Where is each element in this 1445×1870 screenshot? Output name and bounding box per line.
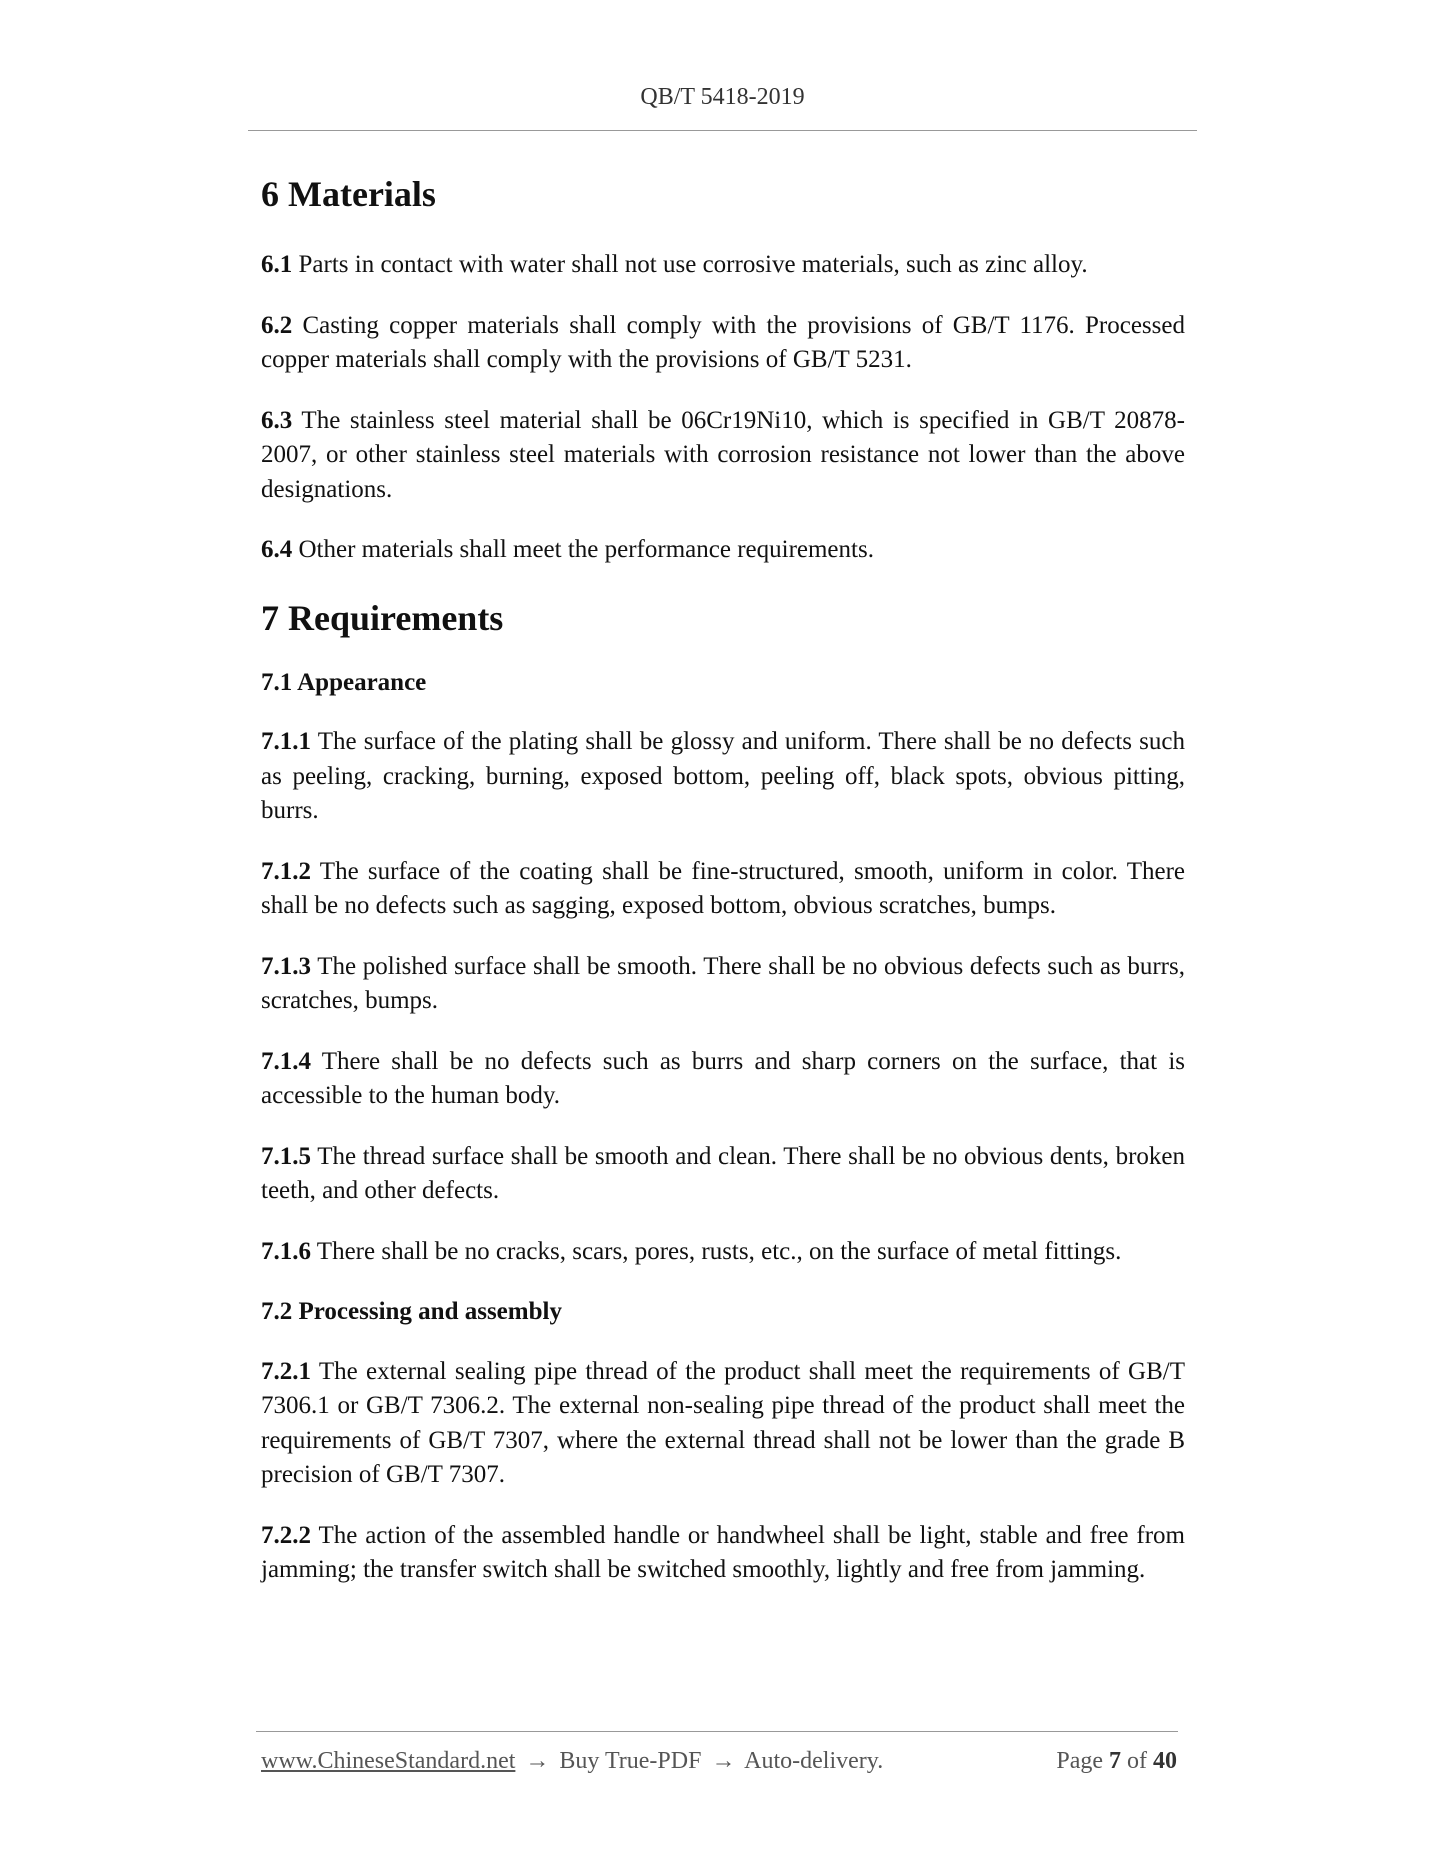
clause-number: 7.2.2 bbox=[261, 1521, 311, 1549]
page-number bbox=[1056, 1748, 1177, 1775]
clause-6-1 bbox=[261, 248, 1185, 283]
clause-number: 6.1 bbox=[261, 251, 293, 278]
clause-text: There shall be no cracks, scars, pores, rusts, etc., on the surface of metal fittings. bbox=[311, 1237, 1122, 1265]
document-code: QB/T 5418-2019 bbox=[640, 84, 805, 110]
page-header bbox=[248, 84, 1197, 111]
arrow-right-icon: → bbox=[525, 1748, 550, 1774]
clause-number: 6.4 bbox=[261, 536, 293, 563]
subsection-heading-processing: 7.2 Processing and assembly bbox=[261, 1298, 562, 1325]
clause-7-1-2 bbox=[261, 855, 1185, 924]
clause-text: The surface of the plating shall be glossy and uniform. There shall be no defects such as peeling, cracking, burning, exposed bottom, peeling off, black spots, obvious pitting, burrs. bbox=[261, 728, 1185, 824]
clause-7-1-4 bbox=[261, 1045, 1185, 1114]
delivery-text: Auto-delivery. bbox=[744, 1748, 884, 1774]
header-divider bbox=[248, 130, 1197, 131]
clause-text: The thread surface shall be smooth and clean. There shall be no obvious dents, broken teeth, and other defects. bbox=[261, 1142, 1185, 1204]
clause-number: 6.2 bbox=[261, 311, 293, 339]
clause-number: 7.2.1 bbox=[261, 1357, 311, 1385]
clause-7-1-5 bbox=[261, 1140, 1185, 1209]
clause-text: The action of the assembled handle or handwheel shall be light, stable and free from jamming; the transfer switch shall be switched smoothly, lightly and free from jamming. bbox=[261, 1521, 1185, 1583]
clause-text: There shall be no defects such as burrs and sharp corners on the surface, that is accessible to the human body. bbox=[261, 1047, 1185, 1109]
site-link[interactable]: www.ChineseStandard.net bbox=[261, 1748, 516, 1774]
clause-number: 7.1.3 bbox=[261, 952, 311, 980]
clause-number: 7.1.4 bbox=[261, 1047, 311, 1075]
clause-text: The external sealing pipe thread of the product shall meet the requirements of GB/T 7306.1 or GB/T 7306.2. The external non-sealing pipe thread of the product shall meet the requirements of GB/T 7307, where the external thread shall not be lower than the grade B precision of GB/T 7307. bbox=[261, 1357, 1185, 1488]
clause-6-4 bbox=[261, 533, 1185, 568]
clause-text: The polished surface shall be smooth. There shall be no obvious defects such as burrs, scratches, bumps. bbox=[261, 952, 1185, 1014]
clause-number: 7.1.2 bbox=[261, 857, 311, 885]
clause-text: The surface of the coating shall be fine-structured, smooth, uniform in color. There shall be no defects such as sagging, exposed bottom, obvious scratches, bumps. bbox=[261, 857, 1185, 919]
arrow-right-icon: → bbox=[711, 1748, 736, 1774]
clause-7-2-2 bbox=[261, 1519, 1185, 1588]
clause-7-1-6 bbox=[261, 1235, 1185, 1270]
clause-text: Casting copper materials shall comply with the provisions of GB/T 1176. Processed copper materials shall comply with the provisions of GB/T 5231. bbox=[261, 311, 1185, 373]
clause-text: Other materials shall meet the performance requirements. bbox=[292, 536, 874, 563]
clause-7-1-3 bbox=[261, 950, 1185, 1019]
clause-number: 7.1.6 bbox=[261, 1237, 311, 1265]
page-of: of bbox=[1127, 1748, 1147, 1774]
clause-6-3 bbox=[261, 404, 1185, 508]
page-label: Page bbox=[1056, 1748, 1103, 1774]
clause-text: Parts in contact with water shall not use corrosive materials, such as zinc alloy. bbox=[292, 251, 1088, 278]
page-content bbox=[261, 170, 1185, 1614]
clause-number: 7.1.5 bbox=[261, 1142, 311, 1170]
section-heading-materials: 6 Materials bbox=[261, 174, 436, 214]
section-heading-requirements: 7 Requirements bbox=[261, 597, 504, 638]
clause-7-1-1 bbox=[261, 725, 1185, 829]
page-footer bbox=[261, 1748, 1177, 1775]
page-total: 40 bbox=[1153, 1748, 1177, 1774]
clause-number: 6.3 bbox=[261, 406, 293, 434]
clause-text: The stainless steel material shall be 06Cr19Ni10, which is specified in GB/T 20878-2007, or other stainless steel materials with corrosion resistance not lower than the above designations. bbox=[261, 406, 1185, 503]
page-current: 7 bbox=[1109, 1748, 1121, 1774]
clause-7-2-1 bbox=[261, 1355, 1185, 1493]
clause-number: 7.1.1 bbox=[261, 728, 311, 755]
clause-6-2 bbox=[261, 309, 1185, 378]
footer-divider bbox=[256, 1731, 1178, 1732]
subsection-heading-appearance: 7.1 Appearance bbox=[261, 668, 427, 696]
buy-text: Buy True-PDF bbox=[559, 1748, 702, 1774]
